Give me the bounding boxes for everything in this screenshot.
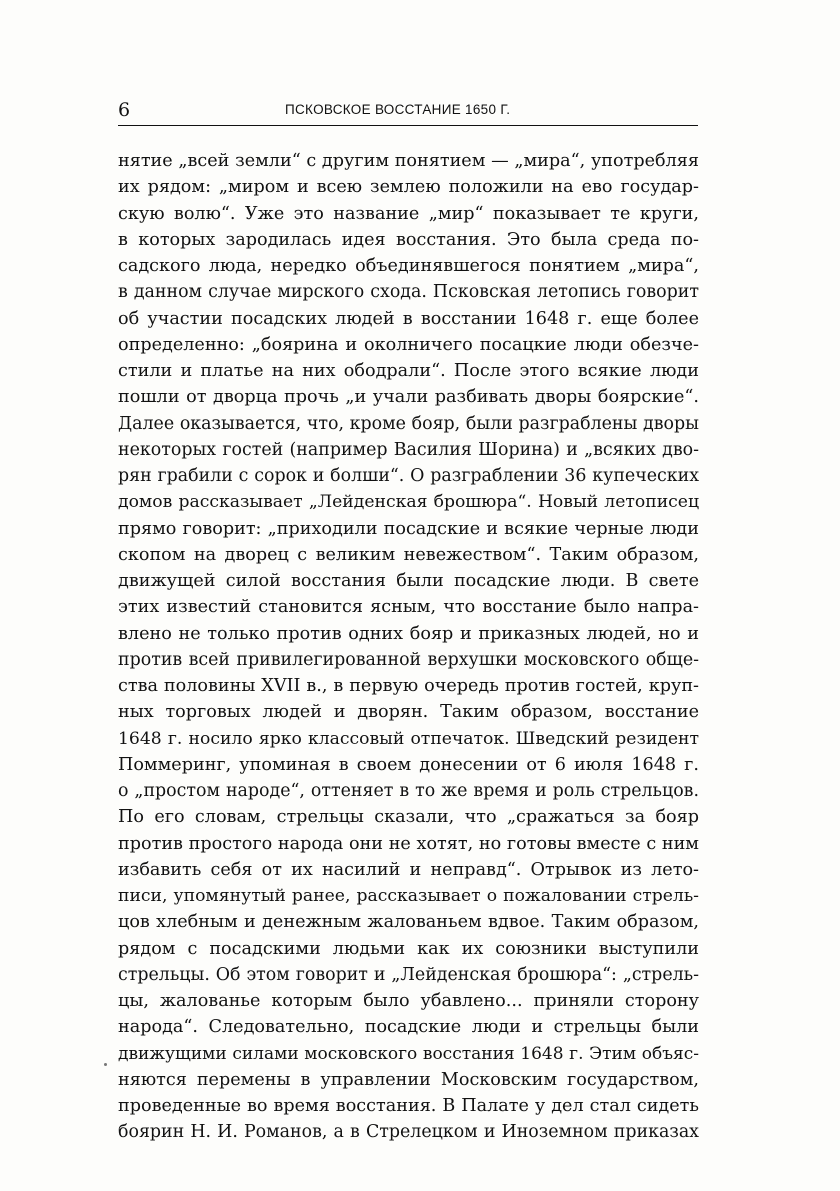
text-line: о „простом народе“, оттеняет в то же время и роль стрельцов. xyxy=(118,781,699,801)
text-line: боярин Н. И. Романов, а в Стрелецком и Иноземном приказах xyxy=(118,1122,699,1143)
text-line: Поммеринг, упоминая в своем донесении от 6 июля 1648 г. xyxy=(118,754,699,775)
text-line: об участии посадских людей в восстании 1648 г. еще более xyxy=(118,308,699,329)
body-text xyxy=(118,148,699,1146)
text-line: рян грабили с сорок и болши“. О разграблении 36 купеческих xyxy=(118,466,699,486)
text-line: цы, жалованье которым было убавлено... приняли сторону xyxy=(118,991,699,1011)
text-line: домов рассказывает „Лейденская брошюра“. Новый летописец xyxy=(118,492,699,513)
text-line: движущими силами московского восстания 1648 г. Этим объяс- xyxy=(118,1043,699,1064)
text-line: пошли от дворца прочь „и учали разбивать дворы боярские“. xyxy=(118,387,699,408)
text-line: избавить себя от их насилий и неправд“. Отрывок из лето- xyxy=(118,859,699,880)
text-line: в данном случае мирского схода. Псковская летопись говорит xyxy=(118,282,699,303)
text-line: против простого народа они не хотят, но готовы вместе с ним xyxy=(118,833,699,854)
text-line: проведенные во время восстания. В Палате у дел стал сидеть xyxy=(118,1096,699,1116)
text-line: стрельцы. Об этом говорит и „Лейденская брошюра“: „стрель- xyxy=(118,964,699,985)
text-line: народа“. Следовательно, посадские люди и стрельцы были xyxy=(118,1017,699,1038)
text-line: 1648 г. носило ярко классовый отпечаток. Шведский резидент xyxy=(118,728,699,749)
text-line: скопом на дворец с великим невежеством“. Таким образом, xyxy=(118,544,699,565)
text-line: этих известий становится ясным, что восстание было напра- xyxy=(118,597,699,618)
text-line: няются перемены в управлении Московским государством, xyxy=(118,1069,699,1090)
text-line: нятие „всей земли“ с другим понятием — „мира“, употребляя xyxy=(118,151,699,171)
margin-speck xyxy=(104,1063,107,1066)
text-line: скую волю“. Уже это название „мир“ показывает те круги, xyxy=(118,203,699,224)
running-title: ПСКОВСКОЕ ВОССТАНИЕ 1650 Г. xyxy=(285,102,511,117)
text-line: определенно: „боярина и околничего посацкие люди обезче- xyxy=(118,334,699,355)
text-line: ства половины XVII в., в первую очередь против гостей, круп- xyxy=(118,676,699,696)
text-line: в которых зародилась идея восстания. Это была среда по- xyxy=(118,229,699,250)
text-line: По его словам, стрельцы сказали, что „сражаться за бояр xyxy=(118,807,699,828)
text-line: движущей силой восстания были посадские люди. В свете xyxy=(118,571,699,591)
header-rule xyxy=(118,125,698,126)
text-line: стили и платье на них ободрали“. После этого всякие люди xyxy=(118,361,699,381)
text-line: ных торговых людей и дворян. Таким образом, восстание xyxy=(118,702,699,723)
text-line: прямо говорит: „приходили посадские и всякие черные люди xyxy=(118,518,699,539)
text-line: влено не только против одних бояр и приказных людей, но и xyxy=(118,623,699,644)
text-line: их рядом: „миром и всею землею положили на ево государ- xyxy=(118,177,699,198)
text-line: некоторых гостей (например Василия Шорина) и „всяких дво- xyxy=(118,439,699,460)
text-line: Далее оказывается, что, кроме бояр, были разграблены дворы xyxy=(118,413,699,434)
text-line: рядом с посадскими людьми как их союзники выступили xyxy=(118,938,699,959)
page-header xyxy=(118,96,698,126)
page-number: 6 xyxy=(118,99,131,121)
text-line: цов хлебным и денежным жалованьем вдвое. Таким образом, xyxy=(118,912,699,933)
text-line: писи, упомянутый ранее, рассказывает о пожаловании стрель- xyxy=(118,886,699,906)
text-line: садского люда, нередко объединявшегося понятием „мира“, xyxy=(118,256,699,276)
text-line: против всей привилегированной верхушки московского обще- xyxy=(118,649,699,670)
